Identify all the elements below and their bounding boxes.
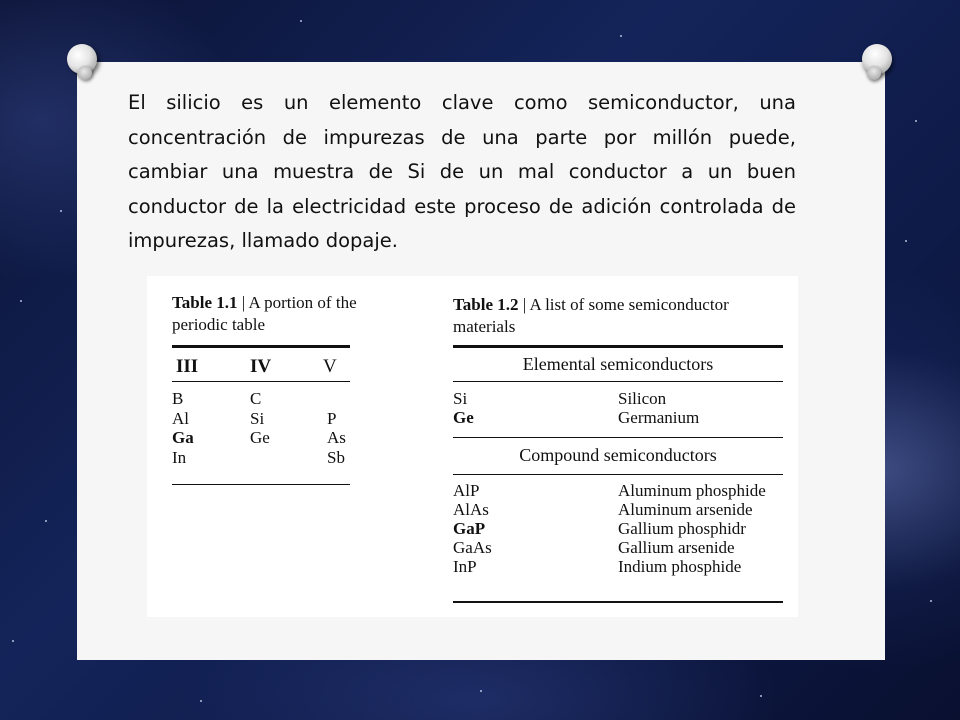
name-cell: Aluminum phosphide [618,481,766,500]
element-cell: Al [172,408,189,428]
name-cell: Germanium [618,408,700,427]
name-cell: Gallium phosphidr [618,519,746,538]
compound-name-column [618,481,766,576]
element-cell: B [172,389,184,408]
symbol-cell: AlP [453,481,480,500]
table-1-2-title: A list of some semiconductor materials [453,295,729,336]
slide-paragraph: El silicio es un elemento clave como semiconductor, una concentración de impurezas de una parte por millón puede, cambiar una muestra de Si de un mal conductor a un buen conductor de la electricidad este proceso de adición controlada de impurezas, llamado dopaje. [128,91,796,252]
element-cell: Ge [250,428,270,447]
table-rule [172,381,350,382]
group-v-column [327,389,346,467]
name-cell: Silicon [618,389,667,408]
elemental-symbol-column [453,389,474,427]
group-iv-column [250,389,270,448]
table-1-1-caption: Table 1.1 | A portion of the periodic table [172,293,357,334]
name-cell: Gallium arsenide [618,538,735,557]
symbol-cell: Ge [453,408,474,427]
element-cell [327,389,346,409]
table-1-2-number: Table 1.2 [453,295,519,314]
elemental-name-column [618,389,699,427]
table-1-2-caption: Table 1.2 | A list of some semiconductor materials [453,295,729,336]
table-1-1-number: Table 1.1 [172,293,238,312]
tables-figure [147,276,798,617]
table-rule [172,345,350,348]
element-cell: Sb [327,447,345,467]
symbol-cell: AlAs [453,500,489,519]
column-header-iii: III [176,356,199,377]
section-title-elemental: Elemental semiconductors [522,354,714,374]
symbol-cell: InP [453,557,477,576]
element-cell: Ga [172,428,194,447]
name-cell: Aluminum arsenide [618,500,753,519]
table-rule [172,484,350,485]
element-cell: C [250,389,262,408]
group-iii-column [172,389,194,467]
table-rule [453,345,783,348]
column-header-v: V [323,356,337,377]
column-header-iv: IV [250,356,272,377]
element-cell: As [327,428,346,447]
element-cell: Si [250,408,265,428]
table-rule [453,601,783,603]
compound-symbol-column [453,481,492,576]
element-cell: In [172,447,187,467]
section-title-compound: Compound semiconductors [519,445,717,465]
element-cell: P [327,408,337,428]
table-rule [453,437,783,438]
table-1-1-title: A portion of the periodic table [172,293,357,334]
table-rule [453,474,783,475]
symbol-cell: Si [453,389,468,408]
name-cell: Indium phosphide [618,557,742,576]
symbol-cell: GaAs [453,538,492,557]
table-rule [453,381,783,382]
symbol-cell: GaP [453,519,486,538]
